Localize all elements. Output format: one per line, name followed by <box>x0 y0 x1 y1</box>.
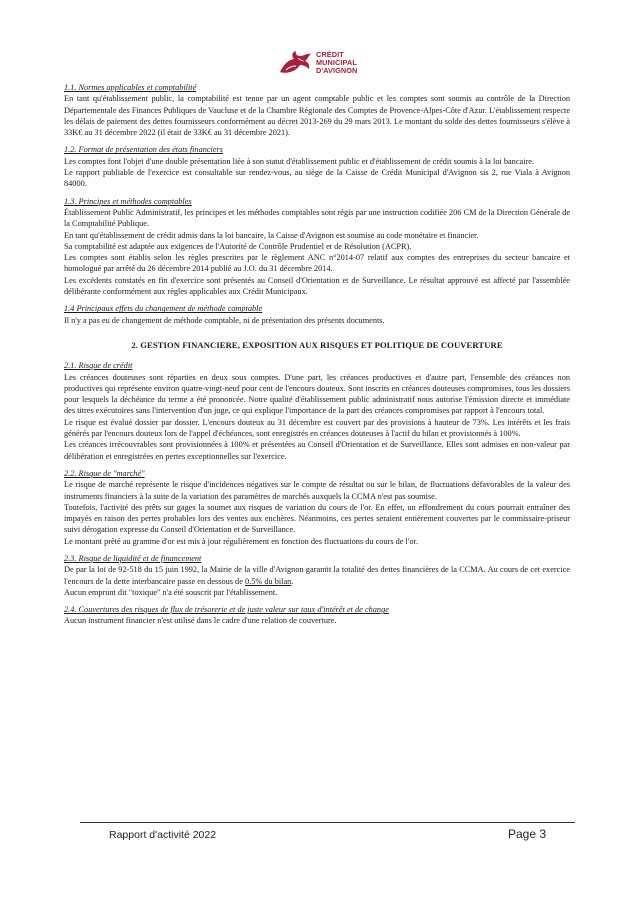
paragraph-1-3-e: Les excédents constatés en fin d'exercice sont présentés au Conseil d'Orientation et de Surveillance. Le résultat approuvé est affecté par l'assemblée délibérante conformément aux règles applicables aux Crédit Municipaux. <box>64 275 570 297</box>
heading-1-1: 1.1. Normes applicables et comptabilité <box>64 83 197 92</box>
heading-2-3: 2.3. Risque de liquidité et de financement <box>64 553 202 563</box>
footer-divider <box>80 822 575 823</box>
logo-line-3: D'AVIGNON <box>316 66 358 75</box>
heading-1-3: 1.3. Principes et méthodes comptables <box>64 196 192 206</box>
paragraph-1-3-c: Sa comptabilité est adaptée aux exigences de l'Autorité de Contrôle Prudentiel et de Résolution (ACPR). <box>64 241 412 251</box>
paragraph-1-3-d: Les comptes sont établis selon les règles prescrites par le règlement ANC n°2014-07 relatif aux comptes des entreprises du secteur bancaire et homologué par arrêté du 26 décembre 2014 publié au J.O. du 31 décembre 2014. <box>64 253 570 274</box>
paragraph-2-3-b: Aucun emprunt dit "toxique" n'a été souscrit par l'établissement. <box>64 587 278 597</box>
logo-wordmark <box>316 51 357 75</box>
paragraph-1-4: Il n'y a pas eu de changement de méthode comptable, ni de présentation des présents documents. <box>64 315 385 325</box>
heading-2-1: 2.1. Risque de crédit <box>64 361 133 371</box>
paragraph-2-3-a <box>64 564 570 587</box>
logo-line-1: CRÉDIT <box>316 50 344 59</box>
section-2-title: 2. GESTION FINANCIERE, EXPOSITION AUX RISQUES ET POLITIQUE DE COUVERTURE <box>131 339 503 350</box>
paragraph-2-4: Aucun instrument financier n'est utilisé dans le cadre d'une relation de couverture. <box>64 616 337 626</box>
paragraph-1-2-b: Le rapport publiable de l'exercice est consultable sur rendez-vous, au siège de la Caisse de Crédit Municipal d'Avignon sis 2, rue Viala à Avignon 84000. <box>64 168 570 189</box>
griffin-emblem-icon <box>278 48 314 76</box>
heading-2-4: 2.4. Couvertures des risques de flux de trésorerie et de juste valeur sur taux d'intérêt et de change <box>64 605 389 615</box>
heading-2-2: 2.2. Risque de "marché" <box>64 468 145 478</box>
footer-report-title: Rapport d'activité 2022 <box>109 829 217 841</box>
paragraph-1-3-b: En tant qu'établissement de crédit admis dans la loi bancaire, la Caisse d'Avignon est soumise au code monétaire et financier. <box>64 230 479 240</box>
paragraph-1-2-a: Les comptes font l'objet d'une double présentation liée à son statut d'établissement public et d'établissement de crédit soumis à la loi bancaire. <box>64 156 535 166</box>
paragraph-2-2-b: Toutefois, l'activité des prêts sur gages la soumet aux risques de variation du cours de l'or. En effet, un effondrement du cours pourrait entraîner des impayés en raison des pertes probables lors des ventes aux enchères. Néanmoins, ces pertes seraient entièrement couvertes par le commissaire-priseur suivi dérogation expresse du Conseil d'Orientation et de Surveillance. <box>64 502 570 535</box>
paragraph-1-1: En tant qu'établissement public, la comptabilité est tenue par un agent comptable public et les comptes sont soumis au contrôle de la Direction Départementale des Finances Publiques de Vaucluse et de la Chambre Régionale des Comptes de Provence-Alpes-Côte d'Azur. L'établissement respecte les délais de paiement des dettes fournisseurs conformément au décret 2013-269 du 29 mars 2013. Le montant du solde des dettes fournisseurs s'élève à 33K€ au 31 décembre 2022 (il était de 33K€ au 31 décembre 2021). <box>64 94 570 138</box>
paragraph-2-3-text: De par la loi de 92-518 du 15 juin 1992, la Mairie de la ville d'Avignon garantit la totalité des dettes financières de la CCMA. Au cours de cet exercice l'encours de la dette interbancaire passe en dessous de <box>64 565 570 586</box>
footer-page-number: Page 3 <box>508 827 547 841</box>
credit-municipal-logo <box>278 48 378 78</box>
paragraph-2-3-underlined: 0.5% du bilan <box>244 576 292 586</box>
paragraph-2-1-a: Les créances douteuses sont réparties en deux sous comptes. D'une part, les créances productives et d'autre part, l'ensemble des créances non productives qui représente environ quatre-vingt-neuf pour cent de l'encours douteux. Sont inscrits en créances douteuses compromises, tous les dossiers pour lesquels la déchéance du terme a été prononcée. Notre qualité d'établissement public administratif nous autorise l'émission directe et immédiate des titres exécutoires sans l'intervention d'un juge, ce qui explique l'importance de la part des créances compromises par rapport à l'encours total. <box>64 372 570 416</box>
paragraph-1-3-a: Établissement Public Administratif, les principes et les méthodes comptables sont régis par une instruction codifiée 206 CM de la Direction Générale de la Comptabilité Publique. <box>64 207 570 229</box>
heading-1-4: 1.4 Principaux effets du changement de méthode comptable <box>64 304 263 314</box>
heading-1-2: 1.2. Format de présentation des états financiers <box>64 145 224 155</box>
paragraph-2-2-a: Le risque de marché représente le risque d'incidences négatives sur le compte de résultat ou sur le bilan, de fluctuations défavorables de la valeur des instruments financiers à la suite de la variation des paramètres de marchés auxquels la CCMA n'est pas soumise. <box>64 480 570 501</box>
paragraph-2-1-b: Le risque est évalué dossier par dossier. L'encours douteux au 31 décembre est couvert par des provisions à hauteur de 73%. Les intérêts et les frais générés par l'encours douteux lors de l'appel d'échéances, sont enregistrés en créances douteuses à l'actif du bilan et provisionnés à 100%. <box>64 417 570 439</box>
paragraph-2-3-end: . <box>291 576 294 586</box>
paragraph-2-1-c: Les créances irrécouvrables sont provisionnées à 100% et présentées au Conseil d'Orientation et de Surveillance. Elles sont admises en non-valeur par délibération et enregistrées en pertes exceptionnelles sur l'exercice. <box>64 440 570 461</box>
logo-line-2: MUNICIPAL <box>316 58 357 67</box>
main-content <box>64 82 570 627</box>
paragraph-2-2-c: Le montant prêté au gramme d'or est mis à jour régulièrement en fonction des fluctuations du cours de l'or. <box>64 536 418 546</box>
